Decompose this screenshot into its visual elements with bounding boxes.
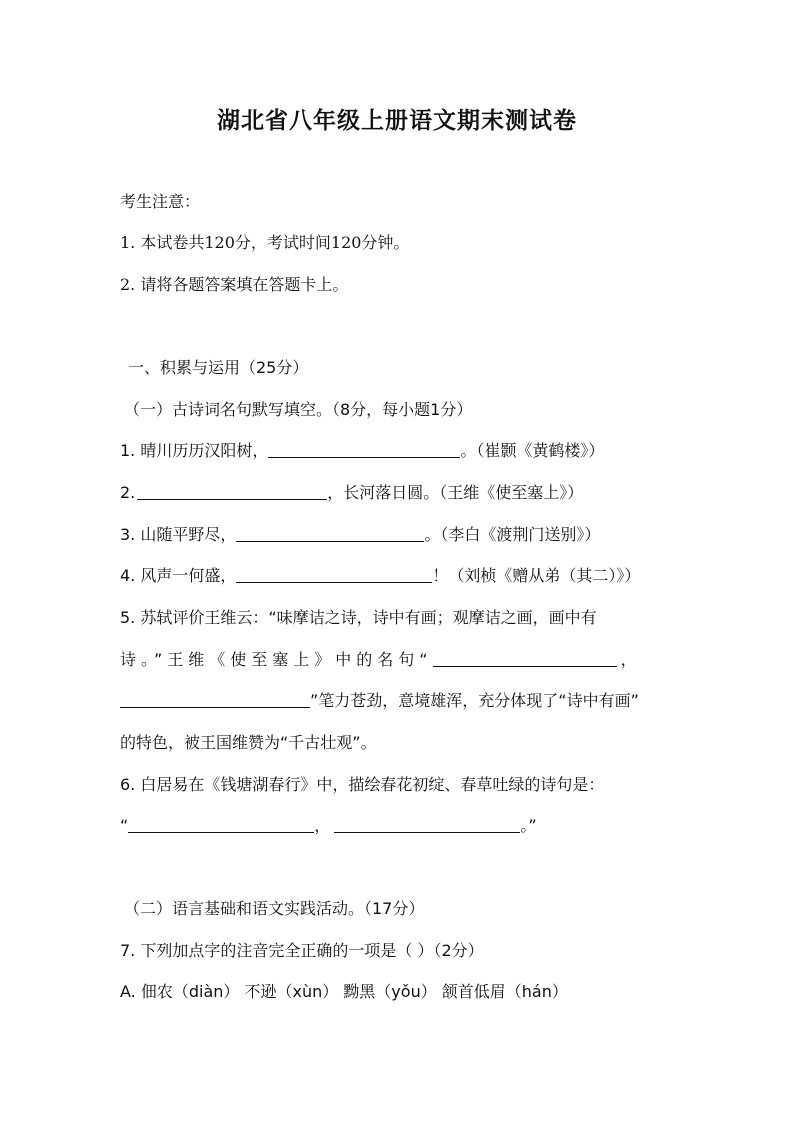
notice-heading: 考生注意： — [120, 192, 201, 211]
question-text: ”笔力苍劲，意境雄浑，充分体现了“诗中有画” — [310, 691, 639, 710]
question-6-line-2 — [120, 816, 537, 836]
question-text: 诗。”王维《使至塞上》中的名句“ — [120, 650, 433, 669]
question-7-option-a: A. 佃农（diàn） 不逊（xùn） 黝黑（yǒu） 颔首低眉（hán） — [120, 982, 568, 1001]
question-text: 。（崔颢《黄鹤楼》） — [460, 441, 605, 460]
question-3 — [120, 525, 600, 545]
question-5-line-2 — [120, 650, 637, 670]
question-number: 3. — [120, 525, 136, 544]
answer-blank[interactable] — [334, 816, 520, 833]
question-number: 4. — [120, 566, 136, 585]
page-title: 湖北省八年级上册语文期末测试卷 — [217, 107, 577, 134]
answer-blank[interactable] — [236, 525, 424, 542]
question-5-line-4: 的特色，被王国维赞为“千古壮观”。 — [120, 733, 377, 752]
part-1-heading: （一）古诗词名句默写填空。（8分，每小题1分） — [124, 400, 473, 419]
question-number: 2. — [120, 483, 136, 502]
question-text: 。（李白《渡荆门送别》） — [424, 525, 601, 544]
question-2 — [120, 483, 583, 503]
answer-blank[interactable] — [268, 441, 460, 458]
question-text: 晴川历历汉阳树， — [140, 441, 269, 460]
question-1 — [120, 441, 604, 461]
answer-blank[interactable] — [236, 566, 432, 583]
section-1-heading: 一、积累与运用（25分） — [128, 358, 309, 377]
answer-blank[interactable] — [137, 483, 327, 500]
question-text: 风声一何盛， — [140, 566, 237, 585]
question-text: ， — [314, 816, 331, 835]
answer-blank[interactable] — [120, 691, 310, 708]
question-6-line-1: 6. 白居易在《钱塘湖春行》中，描绘春花初绽、春草吐绿的诗句是： — [120, 775, 605, 794]
answer-blank[interactable] — [433, 650, 617, 667]
question-text: “ — [120, 816, 129, 835]
question-text: 山随平野尽， — [140, 525, 237, 544]
question-7-stem: 7. 下列加点字的注音完全正确的一项是（ ）（2分） — [120, 941, 484, 960]
question-text: ，长河落日圆。（王维《使至塞上》） — [327, 483, 584, 502]
notice-item-1: 1. 本试卷共120分，考试时间120分钟。 — [120, 233, 410, 252]
notice-item-2: 2. 请将各题答案填在答题卡上。 — [120, 275, 349, 294]
question-text: ， — [620, 650, 637, 669]
part-2-heading: （二）语言基础和语文实践活动。（17分） — [124, 899, 425, 918]
question-number: 1. — [120, 441, 136, 460]
question-4 — [120, 566, 640, 586]
question-5-line-1: 5. 苏轼评价王维云：“味摩诘之诗，诗中有画；观摩诘之画，画中有 — [120, 608, 597, 627]
question-5-line-3 — [120, 691, 639, 711]
question-text: 。” — [520, 816, 537, 835]
answer-blank[interactable] — [128, 816, 314, 833]
question-text: ！（刘桢《赠从弟（其二）》） — [432, 566, 641, 585]
